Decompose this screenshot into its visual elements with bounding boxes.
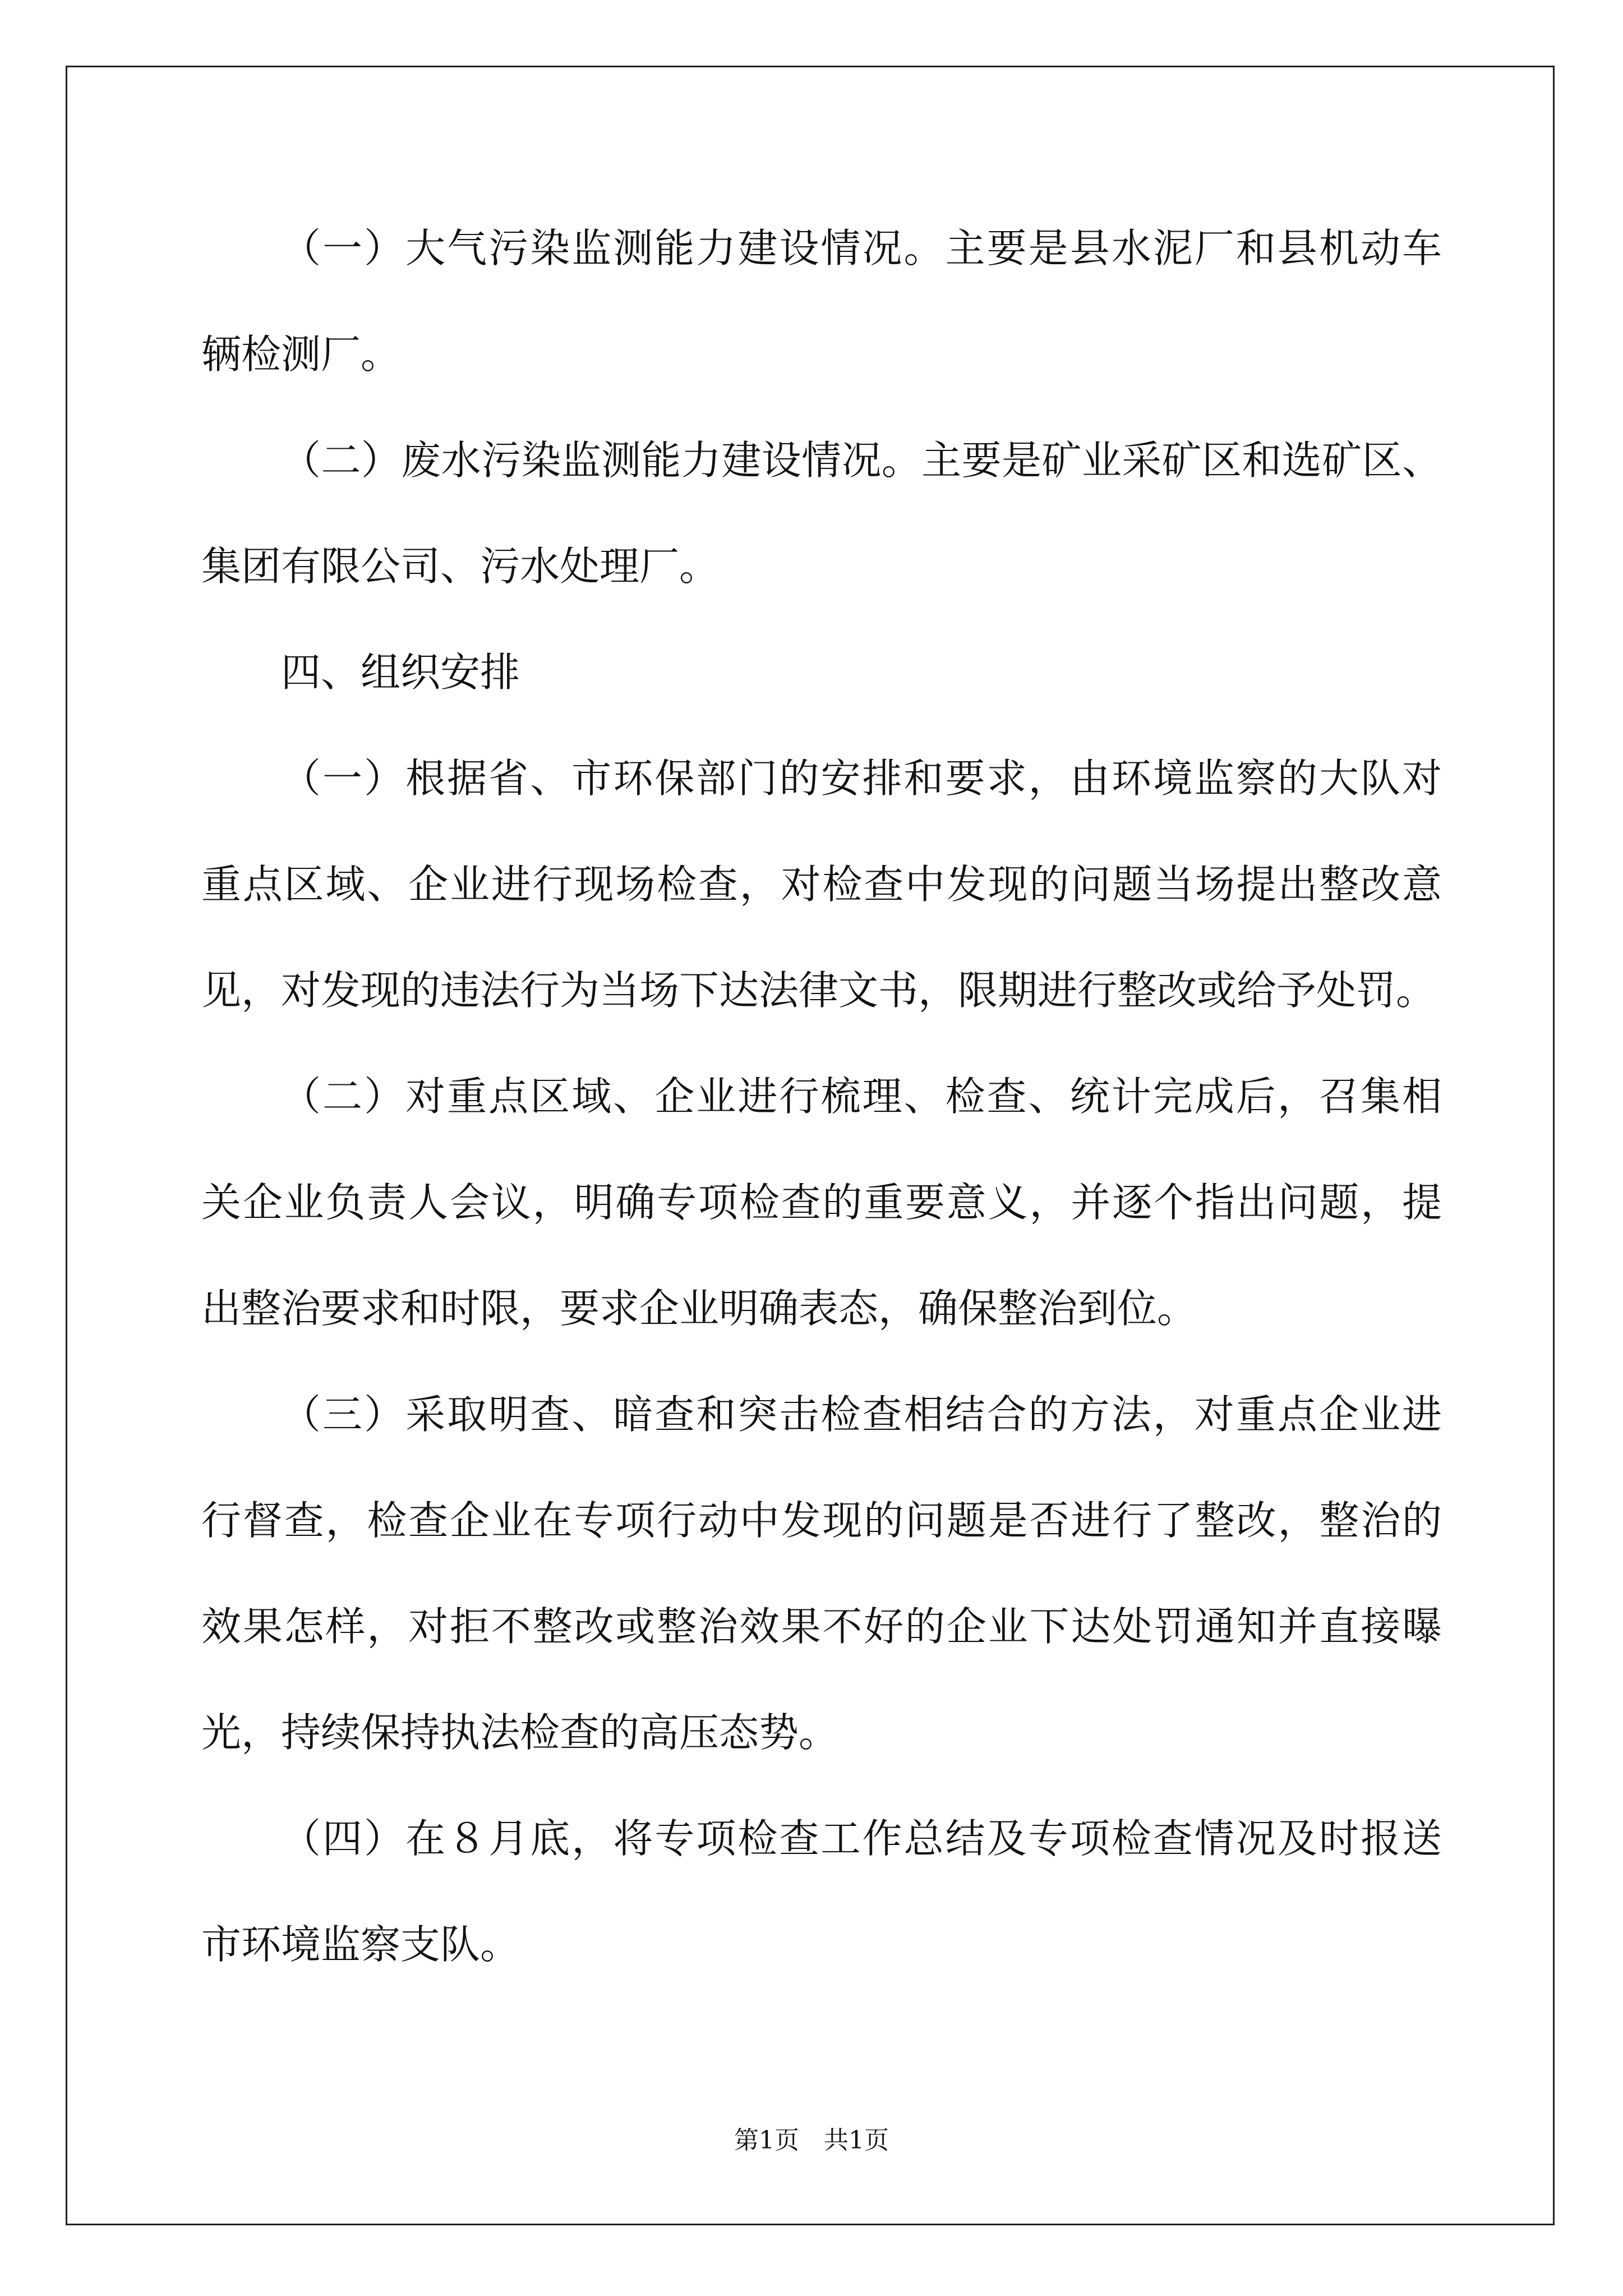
paragraph-line: 光，持续保持执法检查的高压态势。 [201,1709,839,1756]
paragraph-line: （一）根据省、市环保部门的安排和要求，由环境监察的大队对 [281,755,1442,802]
page-number-footer: 第1页 共1页 [734,2126,889,2155]
paragraph-line: 见，对发现的违法行为当场下达法律文书，限期进行整改或给予处罚。 [201,967,1436,1014]
paragraph [201,407,1442,619]
paragraph-line: （二）废水污染监测能力建设情况。主要是矿业采矿区和选矿区、 [281,437,1442,484]
paragraph [201,195,1442,407]
paragraph-line: 市环境监察支队。 [201,1921,520,1968]
paragraph-line: 行督查，检查企业在专项行动中发现的问题是否进行了整改，整治的 [201,1497,1442,1544]
paragraph-line: （三）采取明查、暗查和突击检查相结合的方法，对重点企业进 [281,1391,1442,1438]
paragraph-line: 关企业负责人会议，明确专项检查的重要意义，并逐个指出问题，提 [201,1179,1442,1226]
section-heading [201,619,1442,725]
paragraph-line: 出整治要求和时限，要求企业明确表态，确保整治到位。 [201,1285,1197,1332]
paragraph-line: 集团有限公司、污水处理厂。 [201,543,720,590]
paragraph [201,1786,1442,1998]
paragraph [201,1043,1442,1361]
paragraph-line: 效果怎样，对拒不整改或整治效果不好的企业下达处罚通知并直接曝 [201,1603,1442,1650]
paragraph-line: （一）大气污染监测能力建设情况。主要是县水泥厂和县机动车 [281,225,1442,272]
document-body [201,195,1442,1998]
paragraph-line: 辆检测厂。 [201,331,401,378]
paragraph-line: （二）对重点区域、企业进行梳理、检查、统计完成后，召集相 [281,1073,1442,1120]
paragraph [201,725,1442,1043]
heading-line: 四、组织安排 [281,649,520,696]
paragraph-line: （四）在８月底，将专项检查工作总结及专项检查情况及时报送 [281,1815,1442,1862]
paragraph-line: 重点区域、企业进行现场检查，对检查中发现的问题当场提出整改意 [201,861,1442,908]
paragraph [201,1361,1442,1786]
